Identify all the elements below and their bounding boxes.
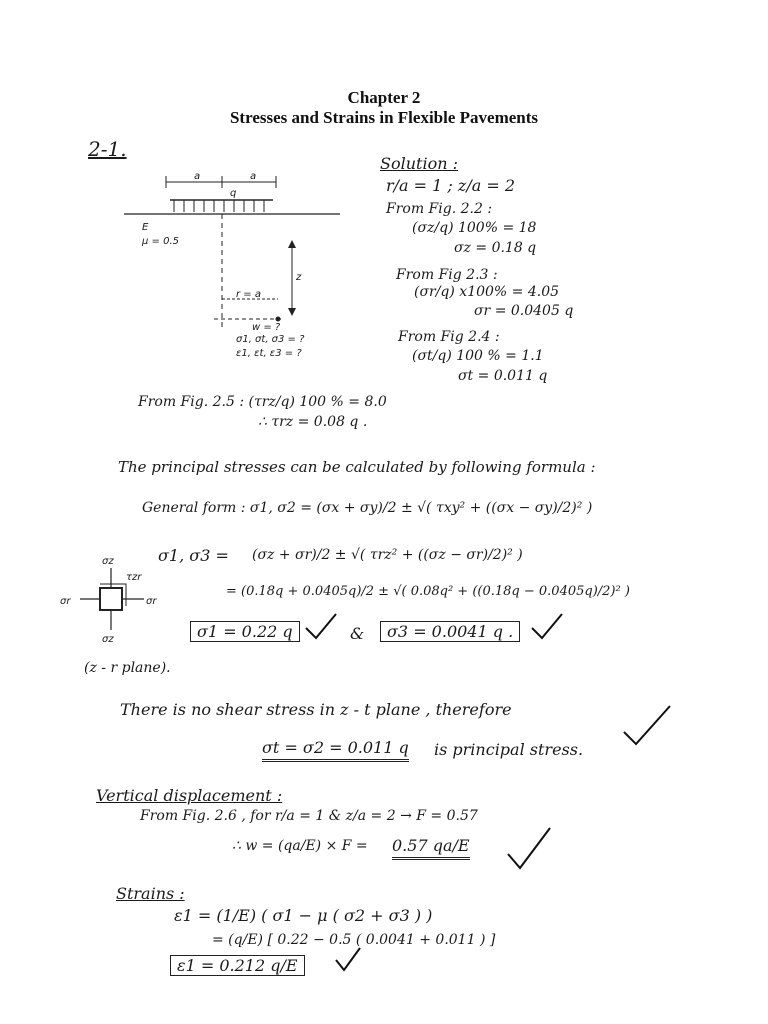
material-e: E	[142, 222, 149, 233]
elem-tau-label: τzr	[126, 572, 142, 583]
fig23-eq2: σr = 0.0405 q	[474, 303, 574, 319]
sigma-t-equation: σt = σ2 = 0.011 q	[262, 738, 409, 762]
strain-result	[170, 956, 305, 975]
chapter-heading: Chapter 2	[347, 88, 421, 107]
elem-top-label: σz	[102, 556, 114, 567]
checkmark-icon	[334, 946, 362, 972]
sigma-t-note: is principal stress.	[434, 740, 584, 759]
depth-z: z	[296, 272, 302, 283]
sigma1-box: σ1 = 0.22 q	[190, 621, 300, 642]
elem-right-label: σr	[146, 596, 157, 607]
displacement-result: 0.57 qa/E	[392, 836, 470, 860]
checkmark-icon	[622, 704, 672, 746]
principal-eq2: = (0.18q + 0.0405q)/2 ± √( 0.08q² + ((0.18q − 0.0405q)/2)² )	[226, 584, 630, 599]
elem-left-label: σr	[60, 596, 71, 607]
fig24-label: From Fig 2.4 :	[398, 329, 500, 345]
poisson-ratio: μ = 0.5	[142, 236, 180, 247]
no-shear-note: There is no shear stress in z - t plane , therefore	[120, 700, 512, 719]
strain-eq2: = (q/E) [ 0.22 − 0.5 ( 0.0041 + 0.011 ) ]	[212, 932, 496, 948]
checkmark-icon	[530, 612, 564, 642]
strain-result-box: ε1 = 0.212 q/E	[170, 955, 305, 976]
strain-eq1: ε1 = (1/E) ( σ1 − μ ( σ2 + σ3 ) )	[174, 906, 433, 925]
fig22-label: From Fig. 2.2 :	[386, 201, 493, 217]
checkmark-icon	[304, 612, 338, 642]
fig25-eq1: From Fig. 2.5 : (τrz/q) 100 % = 8.0	[138, 394, 387, 410]
fig23-eq1: (σr/q) x100% = 4.05	[414, 284, 560, 300]
chapter-title: Stresses and Strains in Flexible Pavements	[229, 108, 539, 127]
displacement-line2: ∴ w = (qa/E) × F =	[232, 838, 368, 854]
plane-note: (z - r plane).	[84, 660, 171, 676]
and-symbol: &	[350, 624, 365, 643]
dim-a-right: a	[250, 171, 257, 182]
problem-number: 2-1.	[88, 137, 127, 161]
fig23-label: From Fig 2.3 :	[396, 267, 498, 283]
fig22-eq1: (σz/q) 100% = 18	[412, 220, 537, 236]
point-stresses: σ1, σt, σ3 = ?	[236, 334, 305, 345]
load-q: q	[230, 188, 237, 199]
general-form: General form : σ1, σ2 = (σx + σy)/2 ± √( τxy² + ((σx − σy)/2)² )	[142, 500, 593, 516]
strains-heading: Strains :	[116, 884, 185, 903]
checkmark-icon	[506, 826, 552, 870]
displacement-heading: Vertical displacement :	[96, 786, 283, 805]
principal-lhs: σ1, σ3 =	[158, 546, 229, 565]
ratios-line: r/a = 1 ; z/a = 2	[386, 176, 516, 195]
dim-a-left: a	[194, 171, 201, 182]
fig24-eq2: σt = 0.011 q	[458, 368, 548, 384]
point-strains: ε1, εt, ε3 = ?	[236, 348, 302, 359]
principal-eq1: (σz + σr)/2 ± √( τrz² + ((σz − σr)/2)² )	[252, 547, 523, 563]
stress-element-sketch	[58, 542, 168, 652]
radial-r: r = a	[236, 289, 261, 300]
fig22-eq2: σz = 0.18 q	[454, 240, 537, 256]
principal-intro: The principal stresses can be calculated by following formula :	[118, 458, 596, 476]
sigma3-box: σ3 = 0.0041 q .	[380, 621, 520, 642]
result-sigma3	[380, 622, 520, 641]
loading-sketch	[118, 168, 348, 368]
displacement-line1: From Fig. 2.6 , for r/a = 1 & z/a = 2 → F = 0.57	[140, 808, 478, 824]
result-sigma1	[190, 622, 300, 641]
point-w: w = ?	[252, 322, 281, 333]
solution-heading: Solution :	[380, 154, 458, 173]
elem-bottom-label: σz	[102, 634, 114, 645]
fig25-eq2: ∴ τrz = 0.08 q .	[258, 414, 368, 430]
fig24-eq1: (σt/q) 100 % = 1.1	[412, 348, 544, 364]
